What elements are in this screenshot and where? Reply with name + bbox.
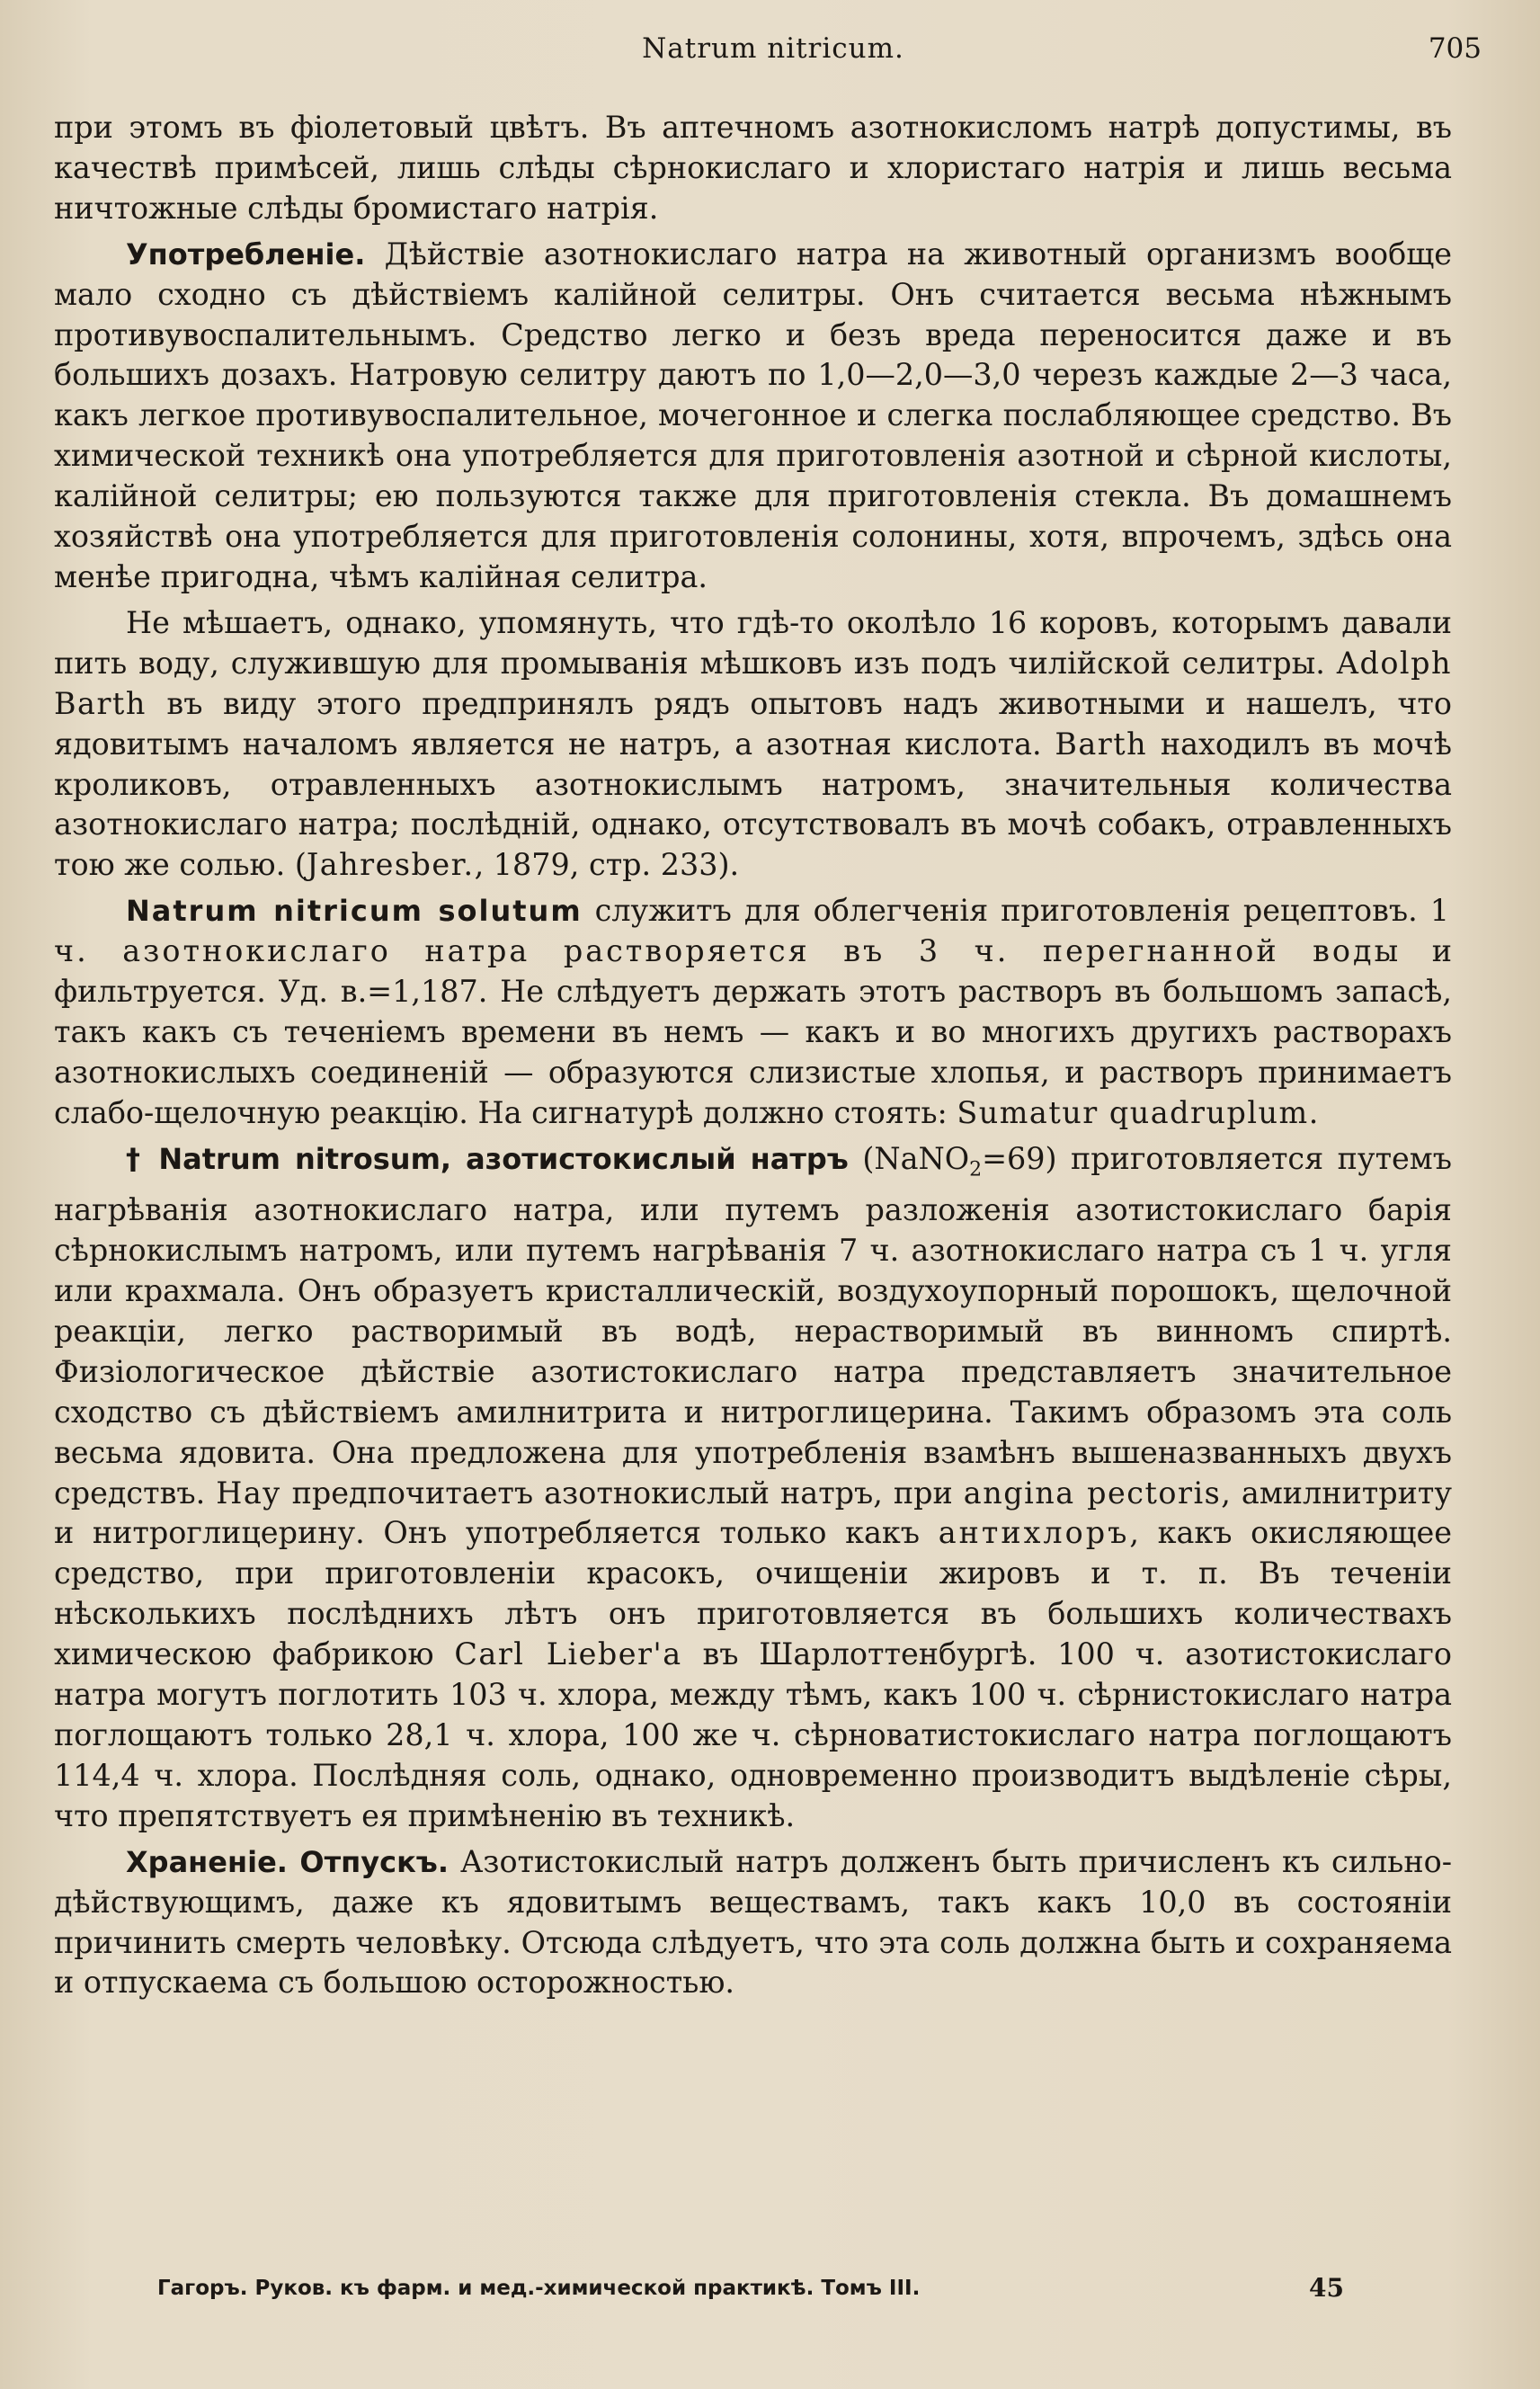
article-body [54, 108, 1452, 2009]
latin-phrase: Sumatur quadruplum [957, 1094, 1309, 1130]
spaced-text: 1 ч. азотнокислаго натра растворяется въ 3 ч. перегнанной воды [54, 893, 1452, 969]
paragraph-text: приготовляется путемъ нагрѣванія азотнокислаго натра, или путемъ разложенія азотистокислаго барія сѣрнокислымъ натромъ, или путемъ нагрѣванія 7 ч. азотнокислаго натра съ 1 ч. угля или крахмала. Онъ образуетъ кристаллическій, воздухоупорный порошокъ, щелочной реакціи, легко растворимый въ водѣ, нерастворимый въ винномъ спиртѣ. Физіологическое дѣйствіе азотистокислаго натра представляетъ значительное сходство съ дѣйствіемъ амилнитрита и нитроглицерина. Такимъ образомъ эта соль весьма ядовита. Она предложена для употребленія взамѣнъ вышеназванныхъ двухъ средствъ. [54, 1140, 1453, 1511]
page-footer [157, 2269, 1362, 2309]
running-header [54, 27, 1492, 72]
chemical-formula [848, 1140, 1057, 1181]
paragraph-storage [54, 1842, 1452, 2004]
running-title: Natrum nitricum. [642, 32, 904, 65]
section-heading-storage: Храненіе. Отпускъ. [126, 1844, 449, 1879]
paragraph-solutum [54, 891, 1452, 1133]
section-heading-usage: Употребленіе. [126, 236, 366, 272]
author-name: Adolph Barth [54, 645, 1452, 721]
entry-heading-solutum: Natrum nitricum solutum [126, 894, 583, 929]
paragraph-nitrosum [54, 1139, 1452, 1837]
paragraph-text: служитъ для облегченія приготовленія рецептовъ. [582, 893, 1430, 929]
paragraph-impurities [54, 108, 1452, 229]
page-number: 705 [1428, 32, 1482, 65]
cross-icon: † [126, 1141, 145, 1176]
paragraph-text: , амилнитриту и нитроглицерину. Онъ употребляется только какъ [54, 1475, 1452, 1551]
formula-part: =69) [982, 1140, 1057, 1176]
paragraph-text: въ виду этого предпринялъ рядъ опытовъ надъ животными и нашелъ, что ядовитымъ началомъ является не натръ, а азотная кислота. [54, 685, 1452, 762]
paragraph-text: и фильтруется. Уд. в.=1,187. Не слѣдуетъ держать этотъ растворъ въ большомъ запасѣ, такъ какъ съ теченіемъ времени въ немъ — какъ и во многихъ другихъ растворахъ азотнокислыхъ соединеній — образуются слизистые хлопья, и растворъ принимаетъ слабо-щелочную реакцію. На сигнатурѣ должно стоять: [54, 933, 1453, 1130]
paragraph-usage [54, 235, 1452, 598]
paragraph-text: , какъ окисляющее средство, при приготовленіи красокъ, очищеніи жировъ и т. п. Въ теченіи нѣсколькихъ послѣднихъ лѣтъ онъ приготовляется въ большихъ количествахъ химическою фабрикою [54, 1515, 1452, 1672]
paragraph-text: Не мѣшаетъ, однако, упомянуть, что гдѣ-то околѣло 16 коровъ, которымъ давали пить воду, служившую для промыванія мѣшковъ изъ подъ чилійской селитры. [54, 604, 1452, 681]
paragraph-text: при этомъ въ фіолетовый цвѣтъ. Въ аптечномъ азотнокисломъ натрѣ допустимы, въ качествѣ примѣсей, лишь слѣды сѣрнокислаго и хлористаго натрія и лишь весьма ничтожные слѣды бромистаго натрія. [54, 110, 1452, 226]
footer-citation: Гагоръ. Руков. къ фарм. и мед.-химической практикѣ. Томъ III. [157, 2277, 921, 2300]
paragraph-text: Азотистокислый натръ долженъ быть причисленъ къ сильно-дѣйствующимъ, даже къ ядовитымъ веществамъ, такъ какъ 10,0 въ состояніи причинить смерть человѣку. Отсюда слѣдуетъ, что эта соль должна быть и сохраняема и отпускаема съ большою осторожностью. [54, 1843, 1452, 2001]
paragraph-text: предпочитаетъ азотнокислый натръ, при [280, 1475, 964, 1511]
formula-part: (NaNO [848, 1140, 970, 1176]
paragraph-text: , 1879, стр. 233). [474, 847, 740, 883]
latin-phrase: angina pectoris [963, 1475, 1222, 1511]
paragraph-text: . [1308, 1094, 1319, 1130]
reference-title: Jahresber. [306, 847, 475, 883]
paragraph-text: въ Шарлоттенбургѣ. 100 ч. азотистокислаго натра могутъ поглотить 103 ч. хлора, между тѣмъ, какъ 100 ч. сѣрнистокислаго натра поглощаютъ только 28,1 ч. хлора, 100 же ч. сѣрноватистокислаго натра поглощаютъ 114,4 ч. хлора. Послѣдняя соль, однако, одновременно производитъ выдѣленіе сѣры, что препятствуетъ ея примѣненію въ техникѣ. [54, 1636, 1453, 1833]
paragraph-cows [54, 603, 1452, 886]
company-name: Carl Lieber'а [454, 1636, 682, 1672]
formula-subscript: 2 [969, 1158, 983, 1181]
author-name: Hay [216, 1475, 281, 1511]
entry-heading-nitrosum: Natrum nitrosum, азотистокислый натръ [158, 1141, 849, 1176]
signature-mark: 45 [1309, 2273, 1344, 2303]
author-name: Barth [1055, 726, 1148, 762]
spaced-text: антихлоръ [938, 1515, 1130, 1551]
paragraph-text: находилъ въ мочѣ кроликовъ, отравленныхъ азотнокислымъ натромъ, значительныя количества азотнокислаго натра; послѣдній, однако, отсутствовалъ въ мочѣ собакъ, отравленныхъ тою же солью. ( [54, 726, 1452, 883]
paragraph-text: Дѣйствіе азотнокислаго натра на животный организмъ вообще мало сходно съ дѣйствіемъ калійной селитры. Онъ считается весьма нѣжнымъ противувоспалительнымъ. Средство легко и безъ вреда переносится даже и въ большихъ дозахъ. Натровую селитру даютъ по 1,0—2,0—3,0 черезъ каждые 2—3 часа, какъ легкое противувоспалительное, мочегонное и слегка послабляющее средство. Въ химической техникѣ она употребляется для приготовленія азотной и сѣрной кислоты, калійной селитры; ею пользуются также для приготовленія стекла. Въ домашнемъ хозяйствѣ она употребляется для приготовленія солонины, хотя, впрочемъ, здѣсь она менѣе пригодна, чѣмъ калійная селитра. [54, 236, 1452, 594]
